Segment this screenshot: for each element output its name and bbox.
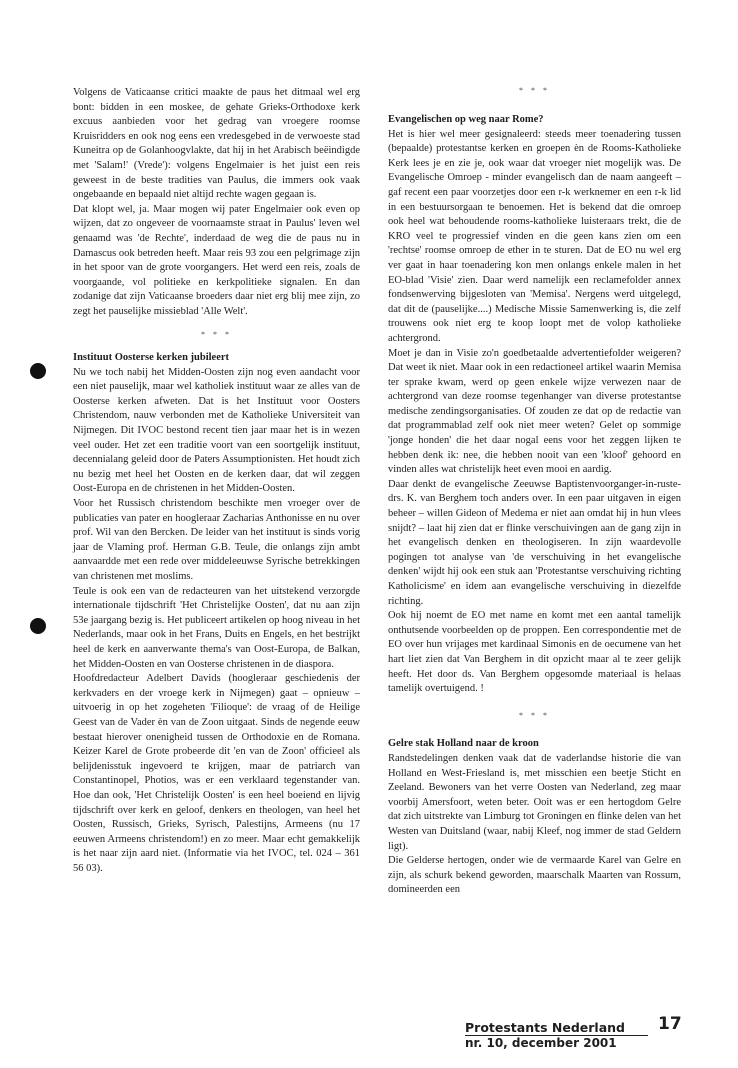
paragraph: Volgens de Vaticaanse critici maakte de paus het ditmaal wel erg bont: bidden in een moskee, de gehate Grieks-Orthodoxe kerk excuus aanbieden voor het gedrag van vroegere roomse Kruisridders en ook nog eens een vredesgebed in de verwoeste stad Kuneitra op de Golanhoogvlakte, dat hij in het Arabisch beëindigde met 'Salam!' (Vrede'): volgens Engelmaier is het juist een reis geweest in de beste tradities van Paulus, die immers ook vaak ongebaande en bepaald niet altijd rechte wagen gegaan is. [73, 87, 360, 201]
paragraph: Nu we toch nabij het Midden-Oosten zijn nog even aandacht voor een niet pauselijk, maar wel katholiek instituut waar ze alles van de Oosterse kerken afweten. Dat is het Instituut voor Oosters Christendom, nauw verbonden met de Katholieke Universiteit van Nijmegen. Dit IVOC bestond recent tien jaar maar het is in wezen veel ouder. Het zet een traditie voort van een soortgelijk instituut, decennialang geleid door de Paters Assumptionisten. Het houdt zich nu bezig met heel het Oosten en de kerken daar, dat wil zeggen Oost-Europa en de christenen in het Midden-Oosten. [73, 366, 360, 495]
page-number: 17 [658, 1014, 682, 1034]
paragraph: Randstedelingen denken vaak dat de vaderlandse historie die van Holland en West-Friesland is, met misschien een beetje Sticht en Zeeland. Bewoners van het verre Oosten van Nederland, zeg maar voorbij Amersfoort, weten beter. Ooit was er een hertogdom Gelre dat zich uitstrekte van Limburg tot Groningen en flinke delen van het Westen van Duitsland (waar, nabij Kleef, nog immer de stad Geldern ligt). [388, 752, 681, 852]
publication-title: Protestants Nederland [465, 1021, 648, 1036]
paragraph: Daar denkt de evangelische Zeeuwse Baptistenvoorganger-in-ruste- drs. K. van Berghem toch anders over. In een paar uitgaven in eigen beheer – willen Gideon of Medema er niet aan omdat hij in hun vlees snijdt? – laat hij zien dat er flinke verschuivingen aan de gang zijn in het evangelisch denken en theologiseren. In zijn waardevolle pogingen tot analyse van 'de verschuiving in het evangelische denken' wijdt hij ook een stuk aan 'Protestantse verschuiving richting Katholicisme' en idem aan evangelische verschuiving in diezelfde richting. [388, 478, 681, 607]
section-separator: * * * [201, 329, 232, 339]
top-separator: * * * [519, 86, 550, 95]
section-separator: * * * [519, 710, 550, 720]
paragraph: Die Gelderse hertogen, onder wie de vermaarde Karel van Gelre en zijn, als schurk bekend geworden, maarschalk Maarten van Rossum, domineerden een [388, 855, 681, 896]
right-column [388, 113, 681, 898]
paragraph: Teule is ook een van de redacteuren van het uitstekend verzorgde internationale tijdschrift 'Het Christelijke Oosten', dat nu aan zijn 53e jaargang bezig is. Het publiceert artikelen op hoog niveau in het Nederlands, maar ook in het Frans, Duits en Engels, en het bestrijkt heel de kerk en aanverwante thema's van Oost-Europa, de Balkan, het Midden-Oosten en van Oosterse christenen in de diaspora. [73, 585, 360, 670]
paragraph: Ook hij noemt de EO met name en komt met een aantal tamelijk onthutsende voorbeelden op de proppen. Een correspondentie met de EO over hun vrijages met kardinaal Simonis en de oecumene van het hart liet zien dat Van Berghem in dit opzicht maar al te zeer gelijk heeft. Het door ds. Van Berghem opgesomde materiaal is helaas tamelijk overtuigend. ! [388, 610, 681, 695]
page-footer [465, 1017, 648, 1051]
paragraph: Het is hier wel meer gesignaleerd: steeds meer toenadering tussen (bepaalde) protestantse kerken en groepen èn de Rooms-Katholieke Kerk lees je en zie je, ook waar dat vroeger niet mogelijk was. De Evangelische Omroep - minder evangelisch dan de naam aangeeft – gaf recent een paar voorzetjes door een r-k werknemer en een r-k lid in een bestuursorgaan te benoemen. Het is bekend dat die omroep ook heel wat behoudende rooms-katholieke luisteraars trekt, die de KRO veel te progressief vinden en die geen kans zien om een 'rechtse' roomse omroep de ether in te sturen. Dat de EO nu wel erg ver gaat in haar toenadering kon men onlangs enkele malen in het EO-blad 'Visie' zien. Daar werd namelijk een reclamefolder annex fondsenwerving bijgesloten van 'Memisa'. Nergens werd uitgelegd, dat dit de (pauselijke....) Medische Missie Samenwerking is, die zelf trouwens ook niet erg te koop loopt met de volop katholieke achtergrond. [388, 128, 681, 344]
paragraph: Dat klopt wel, ja. Maar mogen wij pater Engelmaier ook even op wijzen, dat zo ongeveer de voornaamste straat in Paulus' leven wel genaamd was 'de Rechte', inderdaad de weg die de paus nu in Damascus ook betreden heeft. Maar reis 93 zou een pelgrimage zijn in het spoor van de grote voorgangers. Het werd een reis, zoals de voorgaande, vol politieke en kerkpolitieke signalen. En dan zodanige dat zijn Vaticaanse broeders daar niet erg blij mee zijn, zo zegt het pauselijke missieblad 'Alle Welt'. [73, 203, 360, 317]
section-heading-gelre: Gelre stak Holland naar de kroon [388, 738, 539, 750]
left-column [73, 86, 360, 876]
margin-bullet-1 [30, 363, 46, 379]
paragraph: Hoofdredacteur Adelbert Davids (hoogleraar geschiedenis der kerkvaders en der vroege kerk in Nijmegen) gaat – opnieuw – uitvoerig in op het zogeheten 'Filioque': de vraag of de Heilige Geest van de Vader èn van de Zoon uitgaat. Sinds de negende eeuw bestaat hierover onenigheid tussen de Orthodoxie en de Romana. Keizer Karel de Grote probeerde dit 'en van de Zoon' officieel als belijdenisstuk ingevoerd te krijgen, maar de patriarch van Constantinopel, Photios, was er een verklaard tegenstander van. Hoe dan ook, 'Het Christelijk Oosten' is een heel boeiend en lijvig tijdschrift over kerk en geloof, denkers en theologen, van heel het Oosten, Russisch, Grieks, Syrisch, Palestijns, Armeens (nu 17 eeuwen Armeens christendom!) en zo meer. Maar echt gemakkelijk is het naar zijn aard niet. (Informatie via het IVOC, tel. 024 – 361 56 03). [73, 673, 360, 874]
paragraph: Voor het Russisch christendom beschikte men vroeger over de publicaties van pater en hoogleraar Zacharias Anthonisse en nu over prof. Wil van den Bercken. De leider van het instituut is sinds vorig jaar de Vlaming prof. Herman G.B. Teule, die onlangs zijn ambt aanvaardde met een rede over middeleeuwse Syrische betrekkingen van christenen met moslims. [73, 498, 360, 582]
issue-info: nr. 10, december 2001 [465, 1036, 617, 1050]
paragraph: Moet je dan in Visie zo'n goedbetaalde advertentiefolder weigeren? Dat weet ik niet. Maar ook in een redactioneel artikel waarin Memisa ter sprake kwam, werd op geen enkele wijze verwezen naar de achtergrond van deze roomse tegenhanger van diverse protestantse medische zendingsorganisaties. Of zouden ze dat op de redactie van dat programmablad zelf ook niet meer weten? Gelet op sommige 'jonge honden' die het daar nogal eens voor het zeggen lijken te hebben denk ik: nee, die hebben nooit van een 'kloof' gehoord en vinden alles wat christelijk heet even mooi en aardig. [388, 347, 681, 476]
section-heading-oosterse-kerken: Instituut Oosterse kerken jubileert [73, 352, 230, 364]
margin-bullet-2 [30, 618, 46, 634]
section-heading-evangelischen: Evangelischen op weg naar Rome? [388, 114, 544, 125]
